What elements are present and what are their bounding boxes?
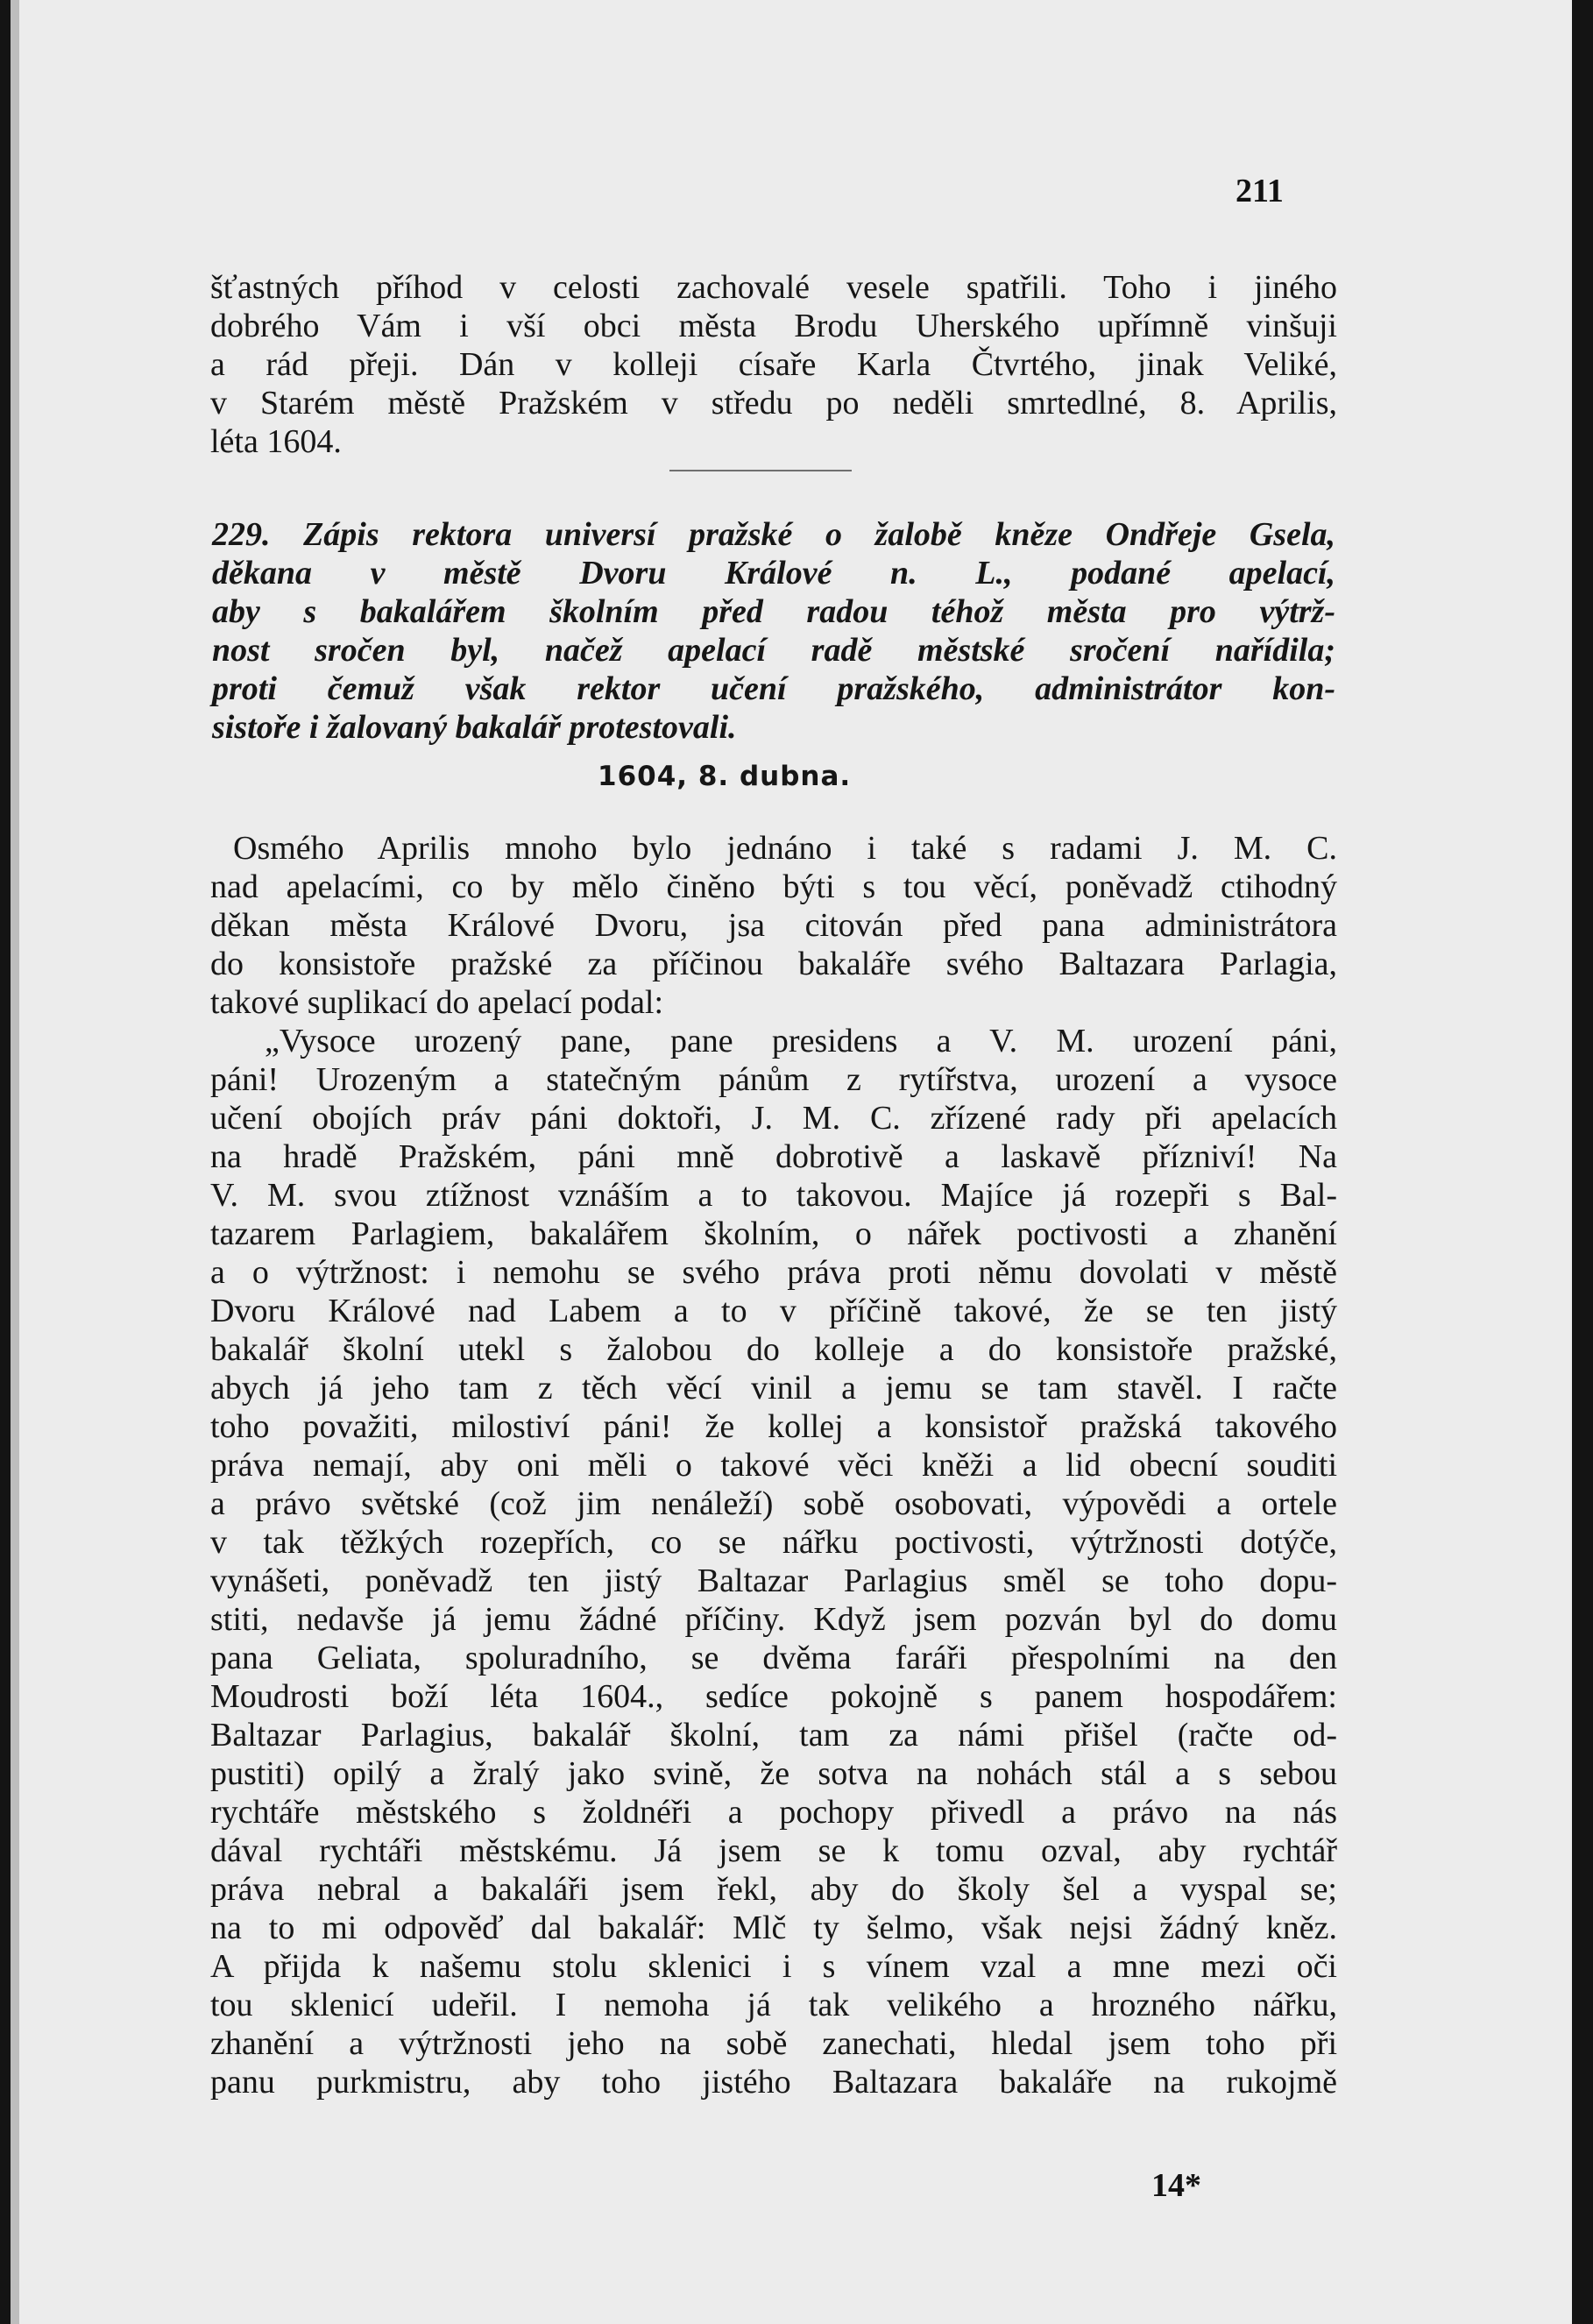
- body-line: V. M. svou ztížnost vznáším a to takovou. Majíce já rozepři s Bal-: [210, 1177, 1337, 1214]
- body-line: „Vysoce urozený pane, pane presidens a V. M. urození páni,: [265, 1023, 1337, 1059]
- body-line: toho považiti, milostiví páni! že kollej a konsistoř pražská takového: [210, 1408, 1337, 1445]
- page-number: 211: [1235, 173, 1284, 209]
- body-line: takové suplikací do apelací podal:: [210, 984, 664, 1021]
- page-edge: [11, 0, 19, 2324]
- body-line: a o výtržnost: i nemohu se svého práva proti němu dovolati v městě: [210, 1254, 1337, 1291]
- body-line: učení obojích práv páni doktoři, J. M. C. zřízené rady při apelacích: [210, 1100, 1337, 1137]
- body-line: Baltazar Parlagius, bakalář školní, tam za námi přišel (račte od-: [210, 1717, 1337, 1754]
- body-line: v tak těžkých rozepřích, co se nářku poctivosti, výtržnosti dotýče,: [210, 1524, 1337, 1561]
- entry-heading-line: sistoře i žalovaný bakalář protestovali.: [212, 709, 737, 746]
- entry-heading-line: děkana v městě Dvoru Králové n. L., podané apelací,: [212, 555, 1335, 592]
- body-line: A přijda k našemu stolu sklenici i s vínem vzal a mne mezi oči: [210, 1948, 1337, 1985]
- body-line: tou sklenicí udeřil. I nemoha já tak velikého a hrozného nářku,: [210, 1987, 1337, 2023]
- intro-line: šťastných příhod v celosti zachovalé vesele spatřili. Toho i jiného: [210, 269, 1337, 306]
- body-line: pustiti) opilý a žralý jako svině, že sotva na nohách stál a s sebou: [210, 1755, 1337, 1792]
- entry-heading-line: nost sročen byl, načež apelací radě městské sročení nařídila;: [212, 632, 1335, 669]
- body-line: dával rychtáři městskému. Já jsem se k tomu ozval, aby rychtář: [210, 1832, 1337, 1869]
- section-divider: [669, 470, 852, 471]
- entry-heading-line: aby s bakalářem školním před radou téhož města pro výtrž-: [212, 593, 1335, 630]
- body-line: panu purkmistru, aby toho jistého Baltazara bakaláře na rukojmě: [210, 2064, 1337, 2101]
- body-line: Dvoru Králové nad Labem a to v příčině takové, že se ten jistý: [210, 1293, 1337, 1329]
- body-line: práva nemají, aby oni měli o takové věci kněži a lid obecní souditi: [210, 1447, 1337, 1484]
- entry-heading-line: 229. Zápis rektora universí pražské o žalobě kněze Ondřeje Gsela,: [212, 516, 1335, 553]
- body-line: nad apelacími, co by mělo činěno býti s tou věcí, poněvadž ctihodný: [210, 868, 1337, 905]
- page-signature: 14*: [1151, 2167, 1201, 2204]
- intro-line: v Starém městě Pražském v středu po neděli smrtedlné, 8. Aprilis,: [210, 385, 1337, 422]
- intro-line: léta 1604.: [210, 423, 342, 460]
- body-line: děkan města Králové Dvoru, jsa citován před pana administrátora: [210, 907, 1337, 944]
- body-line: práva nebral a bakaláři jsem řekl, aby do školy šel a vyspal se;: [210, 1871, 1337, 1908]
- body-line: Moudrosti boží léta 1604., sedíce pokojně s panem hospodářem:: [210, 1678, 1337, 1715]
- intro-line: a rád přeji. Dán v kolleji císaře Karla Čtvrtého, jinak Veliké,: [210, 346, 1337, 383]
- body-line: pana Geliata, spoluradního, se dvěma faráři přespolními na den: [210, 1640, 1337, 1676]
- body-line: Osmého Aprilis mnoho bylo jednáno i také s radami J. M. C.: [233, 830, 1337, 867]
- entry-date: 1604, 8. dubna.: [598, 761, 852, 792]
- body-line: rychtáře městského s žoldnéři a pochopy přivedl a právo na nás: [210, 1794, 1337, 1831]
- body-line: zhanění a výtržnosti jeho na sobě zanechati, hledal jsem toho při: [210, 2025, 1337, 2062]
- intro-line: dobrého Vám i vší obci města Brodu Uherského upřímně vinšuji: [210, 308, 1337, 344]
- body-line: na hradě Pražském, páni mně dobrotivě a laskavě přízniví! Na: [210, 1138, 1337, 1175]
- body-line: tazarem Parlagiem, bakalářem školním, o nářek poctivosti a zhanění: [210, 1215, 1337, 1252]
- body-line: vynášeti, poněvadž ten jistý Baltazar Parlagius směl se toho dopu-: [210, 1562, 1337, 1599]
- body-line: stiti, nedavše já jemu žádné příčiny. Když jsem pozván byl do domu: [210, 1601, 1337, 1638]
- body-line: bakalář školní utekl s žalobou do kolleje a do konsistoře pražské,: [210, 1331, 1337, 1368]
- body-line: páni! Urozeným a statečným pánům z rytířstva, urození a vysoce: [210, 1061, 1337, 1098]
- entry-heading-line: proti čemuž však rektor učení pražského, administrátor kon-: [212, 670, 1335, 707]
- body-line: do konsistoře pražské za příčinou bakaláře svého Baltazara Parlagia,: [210, 946, 1337, 982]
- body-line: na to mi odpověď dal bakalář: Mlč ty šelmo, však nejsi žádný kněz.: [210, 1910, 1337, 1946]
- body-line: a právo světské (což jim nenáleží) sobě osobovati, výpovědi a ortele: [210, 1485, 1337, 1522]
- body-line: abych já jeho tam z těch věcí vinil a jemu se tam stavěl. I račte: [210, 1370, 1337, 1406]
- book-page: [11, 0, 1572, 2324]
